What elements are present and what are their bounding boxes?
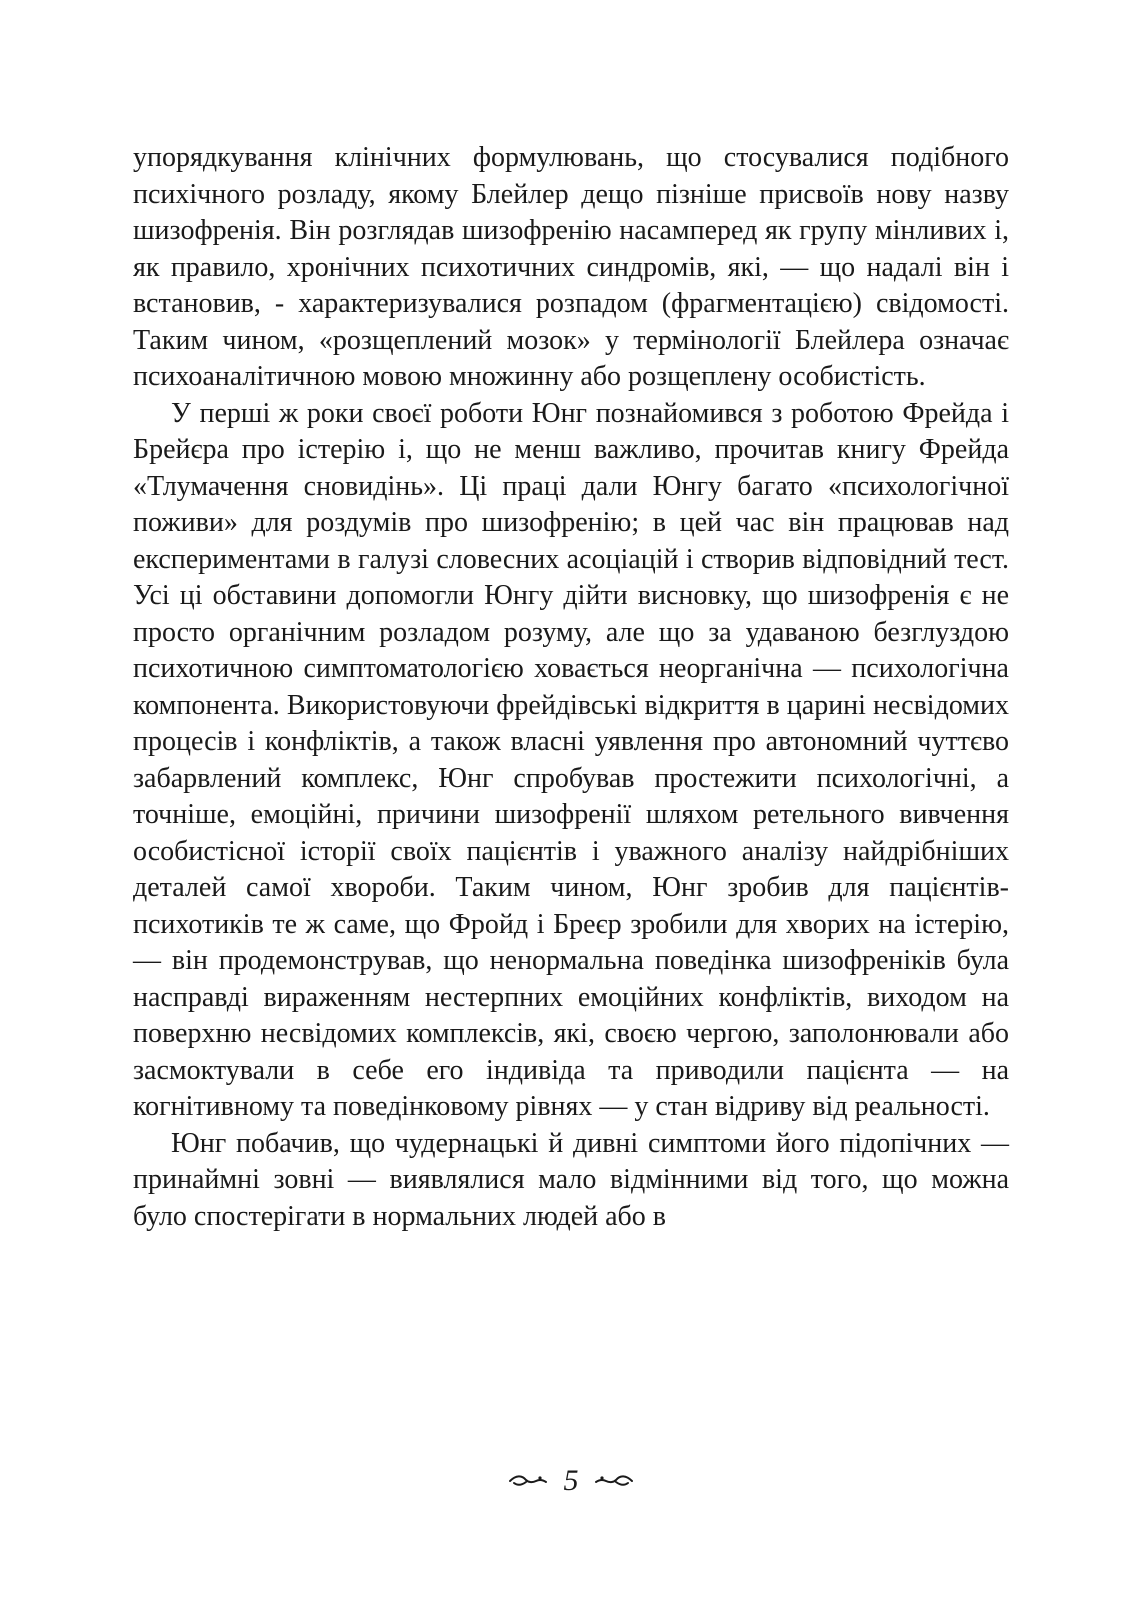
page-body <box>133 140 1009 1235</box>
paragraph-3: Юнг побачив, що чудернацькі й дивні симптоми його підопічних — принаймні зовні — виявлялися мало відмінними від того, що можна було спостерігати в нормальних людей або в <box>133 1127 1009 1232</box>
paragraph-1: упорядкування клінічних формулювань, що стосувалися подібного психічного розладу, якому Блейлер дещо пізніше присвоїв нову назву шизофренія. Він розглядав шизофренію насамперед як групу мінливих і, як правило, хронічних психотичних синдромів, які, — що надалі він і встановив, - характеризувалися розпадом (фрагментацією) свідомості. Таким чином, «розщеплений мозок» у термінології Блейлера означає психоаналітичною мовою множинну або розщеплену особистість. <box>133 142 1009 392</box>
page-number: 5 <box>563 1464 579 1498</box>
ornament-left-icon <box>508 1473 548 1489</box>
page-footer <box>0 1462 1142 1498</box>
ornament-right-icon <box>594 1473 634 1489</box>
paragraph-2: У перші ж роки своєї роботи Юнг познайомився з роботою Фрейда і Брейєра про істерію і, що не менш важливо, прочитав книгу Фрейда «Тлумачення сновидінь». Ці праці дали Юнгу багато «психологічної поживи» для роздумів про шизофренію; в цей час він працював над експериментами в галузі словесних асоціацій і створив відповідний тест. Усі ці обставини допомогли Юнгу дійти висновку, що шизофренія є не просто органічним розладом розуму, але що за удаваною безглуздою психотичною симптоматологією ховається неорганічна — психологічна компонента. Використовуючи фрейдівські відкриття в царині несвідомих процесів і конфліктів, а також власні уявлення про автономний чуттєво забарвлений комплекс, Юнг спробував простежити психологічні, а точніше, емоційні, причини шизофренії шляхом ретельного вивчення особистісної історії своїх пацієнтів і уважного аналізу найдрібніших деталей самої хвороби. Таким чином, Юнг зробив для пацієнтів-психотиків те ж саме, що Фройд і Бреєр зробили для хворих на істерію, — він продемонстрував, що ненормальна поведінка шизофреніків була насправді вираженням нестерпних емоційних конфліктів, виходом на поверхню несвідомих комплексів, які, своєю чергою, заполонювали або засмоктували в себе его індивіда та приводили пацієнта — на когнітивному та поведінковому рівнях — у стан відриву від реальності. <box>133 397 1009 1122</box>
